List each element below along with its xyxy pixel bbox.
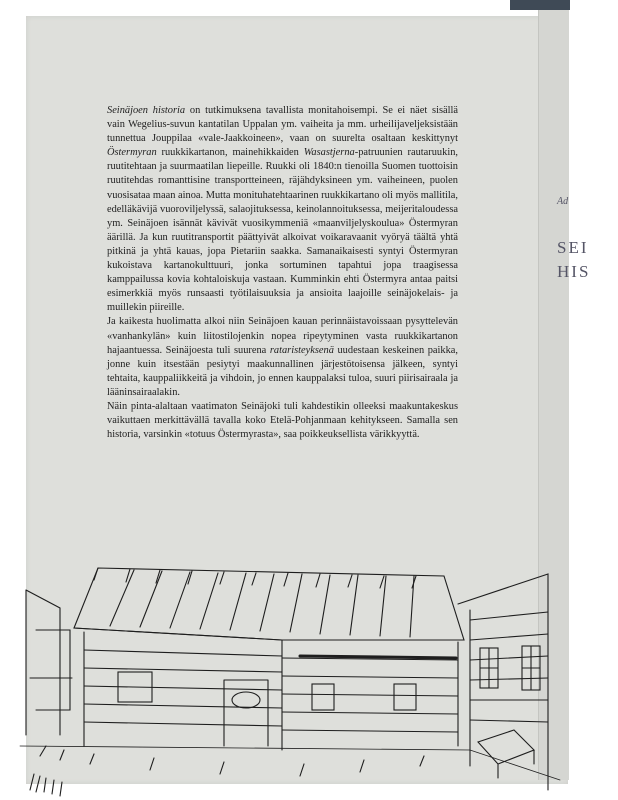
spine-title-line-2: HIS [557,262,591,281]
blurb-paragraph-3: Näin pinta-alaltaan vaatimaton Seinäjoki tuli kahdestikin olleeksi maakuntakeskus vaikuttaen merkittävällä tavalla koko Etelä-Pohjanmaan kehitykseen. Samalla sen historia, varsinkin «totuus Östermyrasta», saa poikkeuksellista värikkyyttä. [107,400,458,441]
farmhouse-illustration [0,560,618,800]
spine-title-line-1: SEI [557,238,589,257]
spine-author: Ad [557,196,569,207]
book-title-italic: Seinäjoen historia [107,105,186,116]
blurb-paragraph-1: Seinäjoen historia on tutkimuksena tavallista monitahoisempi. Se ei näet sisällä vain Wegelius-suvun kantatilan Uppalan ym. vaiheita ja mm. urheilijaveljeksistään tunnettua Jouppilaa «vale-Jaakkoineen», vaan on suurelta osaltaan keskittynyt Östermyran ruukkikartanon, mainehikkaiden Wasastjerna-patruunien rautaruukin, ruutitehtaan ja suurmaatilan liepeille. Ruukki oli 1840:n tienoilla Suomen tuottoisin ruutitehdas romanttisine transportteineen, räjähdyksineen ym. vaiheineen, puolen vuosisataa maan ainoa. Mutta monituhatehtaarinen ruukkikartano oli myös mallitila, edelläkävijä vuoroviljelyssä, salaojituksessa, keinolannoituksessa, meijeritaloudessa ym. Seinäjoen isännät kävivät vuosikymmeniä «maanviljelyskouluа» Östermyran äärillä. Ja kun ruutitransportit päättyivät alkoivat voikaravaanit vyöryä täältä yhtä pitkinä ja yhtä kauas, jopa Pietariin saakka. Samanaikaisesti syntyi Östermyran kukoistava kartanokulttuuri, jonka sortuminen tapahtui jopa traagisessa kamppailussa kovia kohtaloiskuja vastaan. Kumminkin ehti Östermyra antaa paitsi esimerkkiä myös runsaasti työtilaisuuksia ja ansioita laajoille seinäjokelais- ja muillekin piireille. [107,105,459,314]
jacket-top-edge [510,0,570,10]
blurb-text [107,104,458,442]
blurb-paragraph-2: Ja kaikesta huolimatta alkoi niin Seinäjoen kauan perinnäistavoissaan pysyttelevän «vanhankylän» kuin liitostilojenkin nopea ripeytyminen vasta ruukkikartanon hajaantuessa. Seinäjoesta tuli suurena rataristeyksenä uudestaan keskeinen paikka, jonne kuin itsestään pesiytyi maakunnallinen järjestötoisensa jälkeen, syntyi tehtaita, kauppaliikkeitä ja vihdoin, jo ennen kauppalaksi tuloa, suuri piirisairaala ja lääninsairaalakin. [107,316,458,398]
